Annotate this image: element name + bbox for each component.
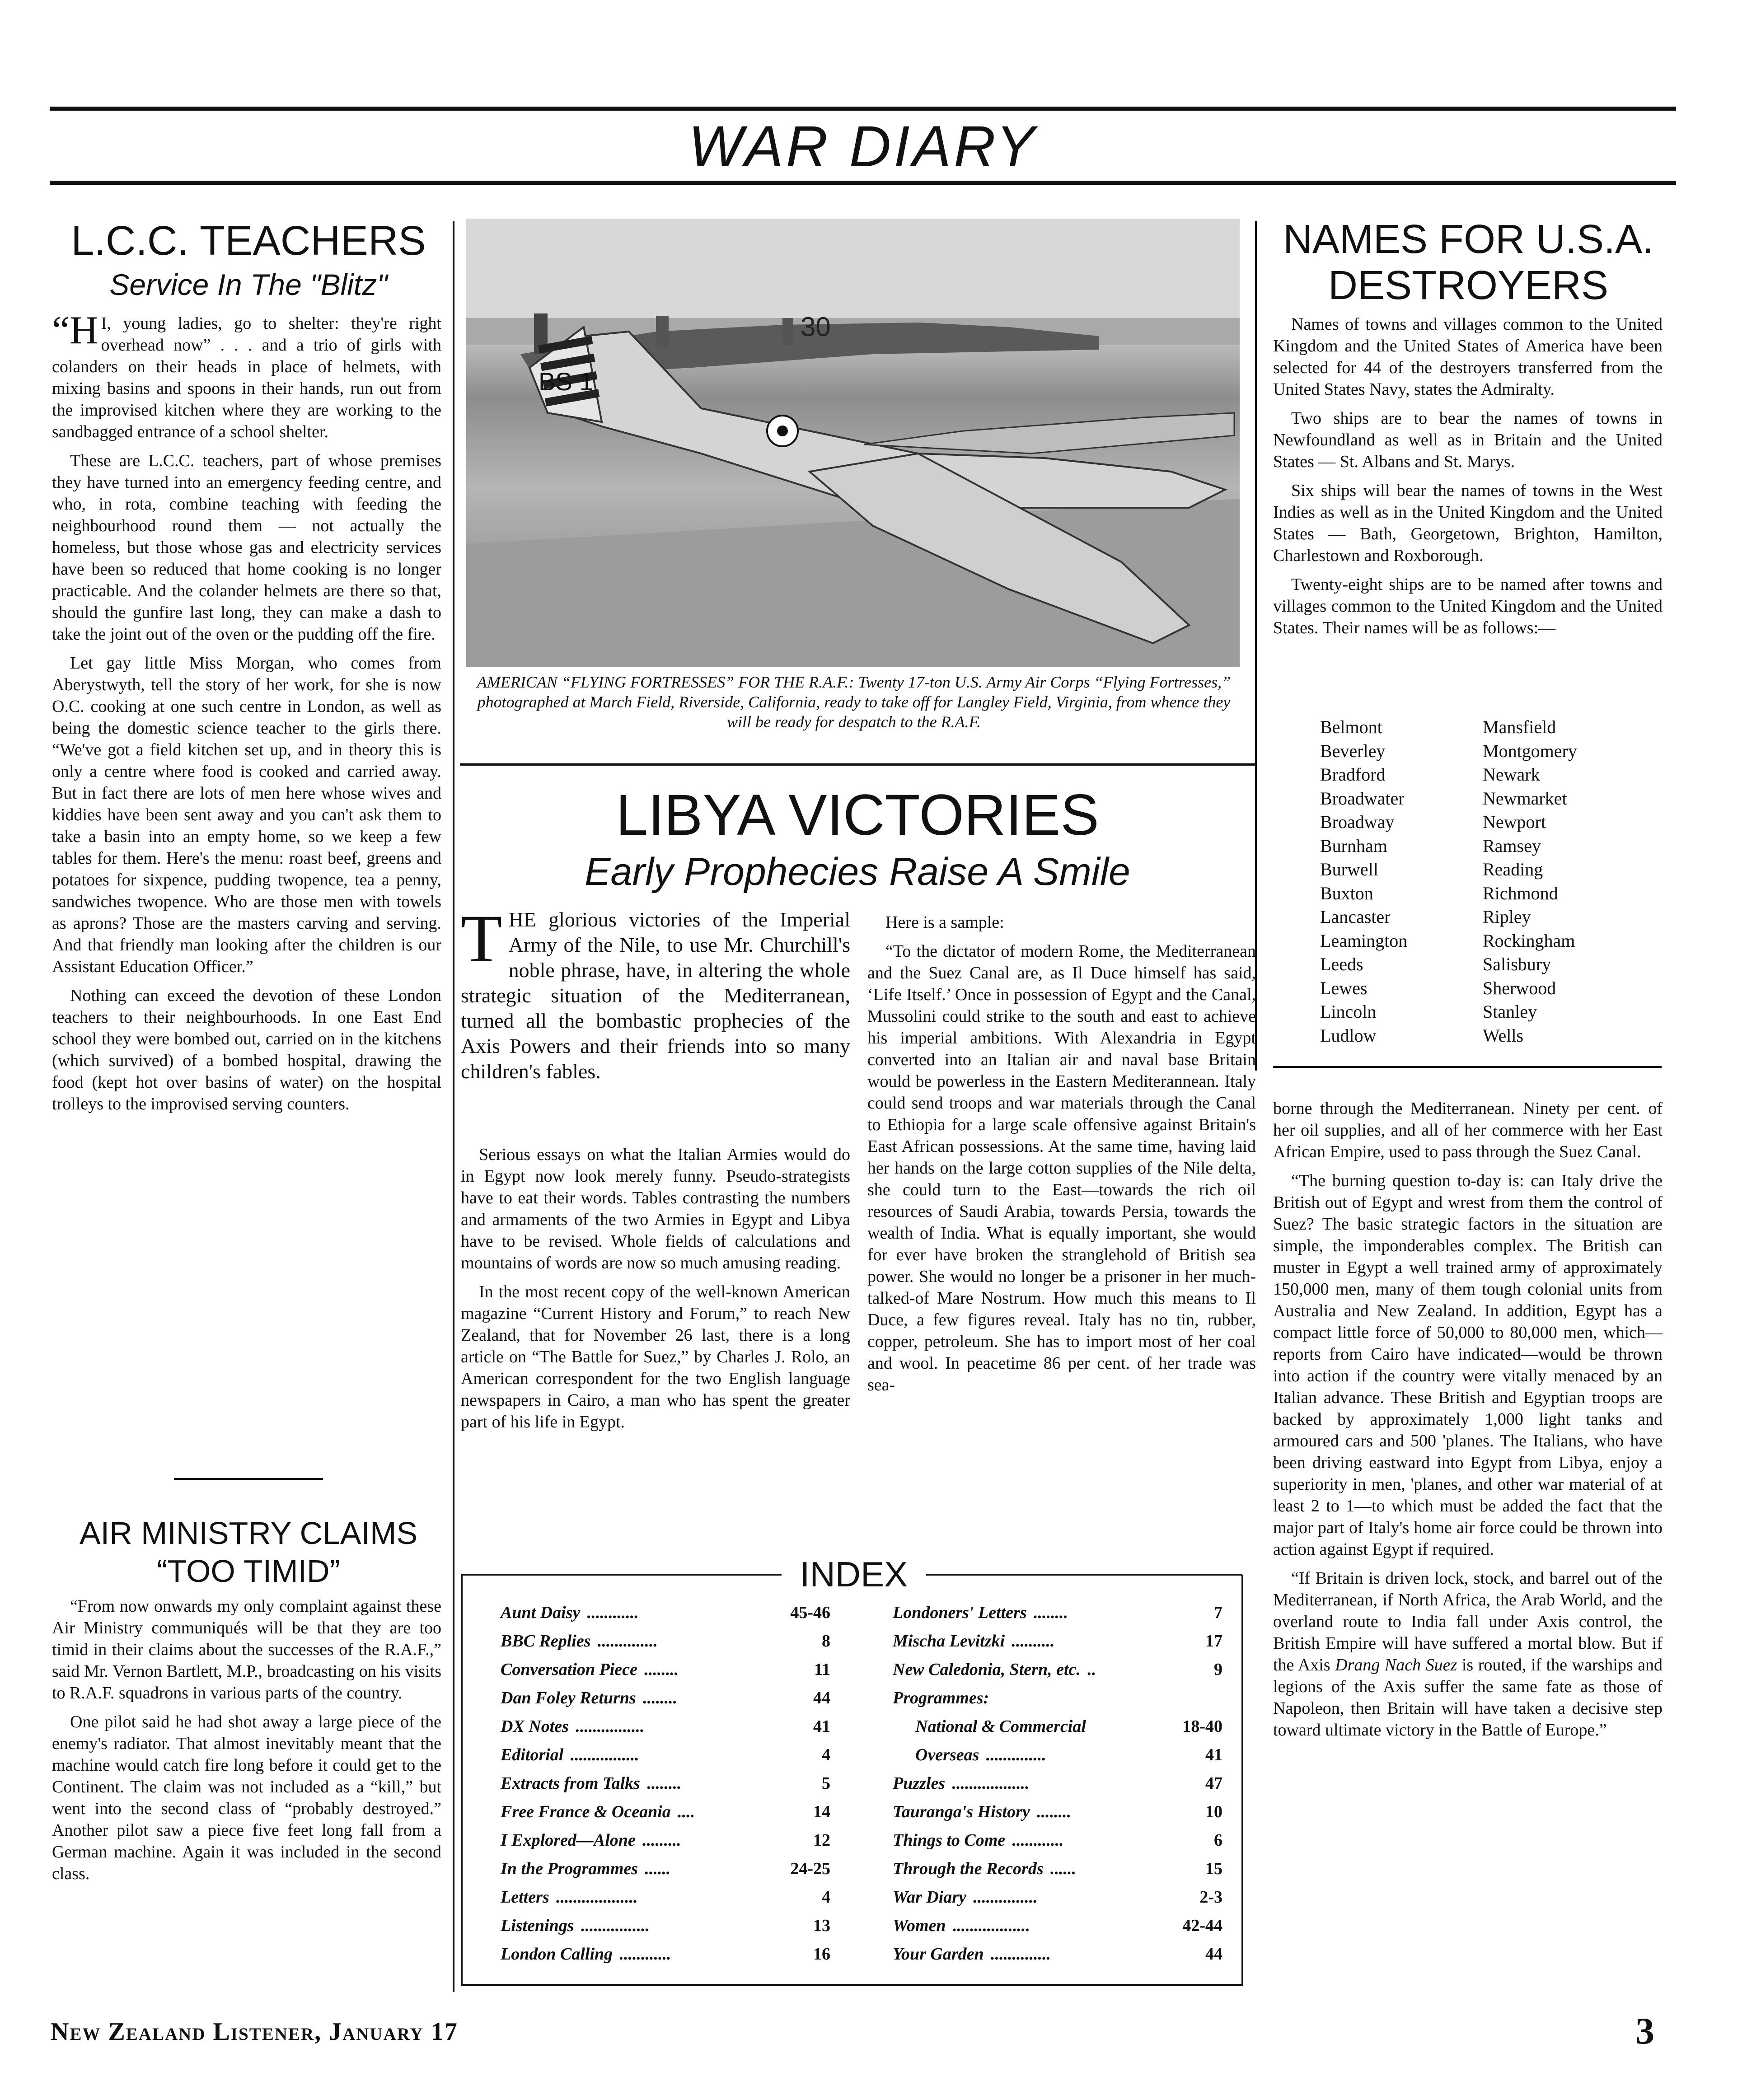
names-paragraph-3: Six ships will bear the names of towns in the West Indies as well as in the United Kingdom and the United States — Bath, Georgetown, Brighton, Hamilton, Charlestown and Roxborough. <box>1273 481 1663 565</box>
destroyer-name: Stanley <box>1483 1001 1537 1022</box>
index-entry <box>915 1713 1222 1740</box>
photo-caption: AMERICAN “FLYING FORTRESSES” FOR THE R.A.F.: Twenty 17-ton U.S. Army Air Corps “Flying Fortresses,” photographed at March Field, Riverside, California, ready to take off for Langley Field, Virginia, from whence they will be ready for despatch to the R.A.F. <box>477 673 1231 731</box>
section-separator <box>174 1478 323 1480</box>
index-entry-page: 18-40 <box>1182 1717 1222 1736</box>
index-entry-leader: ............... <box>972 1888 1037 1907</box>
index-entry-page: 12 <box>813 1831 830 1850</box>
index-entry-label: Things to Come <box>893 1831 1006 1850</box>
index-entry-label: Puzzles <box>893 1774 946 1793</box>
destroyer-name: Broadwater <box>1320 788 1405 809</box>
lcc-dropcap: “H <box>52 309 98 352</box>
index-entry <box>501 1884 830 1911</box>
masthead-bottom-rule <box>50 181 1676 185</box>
libya-paragraph-1: HE glorious victories of the Imperial Army of the Nile, to use Mr. Churchill's noble phrase, have, in altering the whole strategic situation of the Mediterranean, turned all the bombastic prophecies of the Axis Powers and their friends into so many children's fables. <box>461 908 850 1083</box>
index-entry-leader: ........ <box>646 1774 681 1793</box>
air-headline-line2: “TOO TIMID” <box>157 1553 340 1589</box>
index-entry-leader: .................. <box>952 1916 1030 1935</box>
destroyer-names-list <box>1320 716 1663 1050</box>
air-body <box>52 1595 441 1892</box>
index-entry <box>501 1628 830 1655</box>
index-entry-leader: ...... <box>644 1859 670 1878</box>
index-entry-leader: .. <box>1087 1660 1096 1679</box>
index-entry <box>501 1855 830 1882</box>
index-entry-label: In the Programmes <box>501 1859 638 1878</box>
lcc-subheadline: Service In The "Blitz" <box>109 268 388 301</box>
names-paragraph-1: Names of towns and villages common to the United Kingdom and the United States of America have been selected for 44 of the destroyers transferred from the United States Navy, states the Admiralty. <box>1273 315 1663 399</box>
destroyer-name: Burwell <box>1320 859 1378 879</box>
destroyer-name: Ripley <box>1483 907 1531 927</box>
index-entry-label: I Explored—Alone <box>501 1831 636 1850</box>
column-divider-left <box>453 221 454 1992</box>
index-entry-page: 13 <box>813 1916 830 1935</box>
libya-paragraph-6: borne through the Mediterranean. Ninety per cent. of her oil supplies, and all of her commerce with her East African Empire, used to pass through the Suez Canal. <box>1273 1099 1663 1161</box>
footer-page-number: 3 <box>1635 2010 1654 2052</box>
index-entry-page: 2-3 <box>1199 1888 1222 1907</box>
names-paragraph-4: Twenty-eight ships are to be named after towns and villages common to the United Kingdom and the United States. Their names will be as follows:— <box>1273 575 1663 637</box>
index-entry-label: Free France & Oceania <box>501 1802 671 1821</box>
destroyer-name: Sherwood <box>1483 978 1556 998</box>
index-entry-page: 41 <box>813 1717 830 1736</box>
masthead-top-rule <box>50 107 1676 111</box>
index-entry-leader: .............. <box>990 1945 1050 1964</box>
index-entry-page: 11 <box>814 1660 830 1679</box>
index-entry-label: National & Commercial <box>915 1717 1086 1736</box>
index-entry <box>893 1941 1222 1968</box>
destroyer-name: Bradford <box>1320 764 1386 785</box>
index-entry-label: Dan Foley Returns <box>501 1688 636 1707</box>
index-entry <box>501 1684 830 1712</box>
destroyer-name: Lancaster <box>1320 907 1391 927</box>
destroyer-name: Leeds <box>1320 954 1363 974</box>
libya-paragraph-8: “If Britain is driven lock, stock, and barrel out of the Mediterranean, if North Africa, the Arab World, and the overland route to India fall under Axis control, the British Empire will have suffered a mortal blow. But if the Axis Drang Nach Suez is routed, if the warships and legions of the Axis suffer the same fate as those of Napoleon, then Britain will have taken a decisive step toward ultimate victory in the Battle of Europe.” <box>1273 1569 1663 1740</box>
index-entry <box>893 1827 1222 1854</box>
index-entry-label: Londoners' Letters <box>893 1603 1027 1622</box>
index-entry-leader: ........ <box>642 1688 677 1707</box>
index-entry-label: New Caledonia, Stern, etc. <box>893 1660 1081 1679</box>
photo-separator <box>460 763 1255 766</box>
index-entry-label: BBC Replies <box>501 1632 591 1651</box>
index-entry-leader: ........ <box>1036 1802 1071 1821</box>
page-title: WAR DIARY <box>688 114 1038 179</box>
index-entry-page: 41 <box>1205 1745 1222 1764</box>
photo-tail-marking: BS 1 <box>539 367 594 396</box>
names-headline-line2: DESTROYERS <box>1328 263 1609 308</box>
index-entry-page: 44 <box>813 1688 830 1707</box>
index-entry <box>893 1656 1222 1683</box>
index-entry-label: Editorial <box>501 1745 564 1764</box>
index-entry-page: 15 <box>1205 1859 1222 1878</box>
index-entry-label: Aunt Daisy <box>501 1603 581 1622</box>
index-entry <box>501 1941 830 1968</box>
destroyer-name: Newport <box>1483 812 1546 832</box>
destroyer-name: Lincoln <box>1320 1001 1377 1022</box>
destroyer-name: Reading <box>1483 859 1543 879</box>
index-entry-leader: .............. <box>985 1745 1046 1764</box>
photo-fuselage-number: 30 <box>801 312 831 342</box>
libya-italic-phrase: Drang Nach Suez <box>1335 1656 1457 1674</box>
index-entry <box>501 1912 830 1939</box>
index-entry-page: 24-25 <box>790 1859 830 1878</box>
libya-paragraph-2: Serious essays on what the Italian Armies would do in Egypt now look merely funny. Pseudo-strategists have to eat their words. Tables contrasting the numbers and armaments of the two Armies in Egypt and Libya have to be revised. Whole fields of calculations and mountains of words are now so much amusing reading. <box>461 1145 850 1272</box>
index-entry-page: 45-46 <box>790 1603 830 1622</box>
destroyer-name: Ramsey <box>1483 835 1541 856</box>
libya-paragraph-5: “To the dictator of modern Rome, the Mediterranean and the Suez Canal are, as Il Duce himself has said, ‘Life Itself.’ Once in possession of Egypt and the Canal, Mussolini could strike to the south and east to achieve his imperial ambitions. With Alexandria in Egypt converted into an Italian air and naval base Britain would be powerless in the Eastern Mediterannean. Italy could send troops and war materials through the Canal to Ethiopia for a large scale offensive against Britain's East African possessions. At the same time, having laid her hands on the large cotton supplies of the Nile delta, she could turn to the East—towards the rich oil resources of Saudi Arabia, towards Persia, towards the wealth of India. What is equally important, she would for ever have broken the stranglehold of British sea power. She would no longer be a prisoner in her much-talked-of Mare Nostrum. How much this means to Il Duce, a few figures reveal. Italy has no tin, rubber, copper, petroleum. She has to import most of her coal and wool. In peacetime 86 per cent. of her trade was sea- <box>867 942 1256 1394</box>
index-entry-page: 4 <box>822 1888 830 1907</box>
index-entry-label: Your Garden <box>893 1945 984 1964</box>
destroyer-name: Ludlow <box>1320 1025 1377 1046</box>
index-entry-label: Programmes: <box>893 1688 989 1707</box>
index-entry-leader: ........ <box>643 1660 678 1679</box>
index-entry-label: Conversation Piece <box>501 1660 637 1679</box>
index-entry <box>915 1741 1222 1768</box>
index-entry-leader: .................. <box>951 1774 1029 1793</box>
index-entry-label: Women <box>893 1916 946 1935</box>
libya-column-1b <box>461 1144 850 1440</box>
destroyer-name: Beverley <box>1320 740 1386 761</box>
destroyer-name: Mansfield <box>1483 717 1556 737</box>
destroyer-name: Lewes <box>1320 978 1368 998</box>
index-entry-page: 14 <box>813 1802 830 1821</box>
index-entry-page: 42-44 <box>1182 1916 1222 1935</box>
destroyer-name: Belmont <box>1320 717 1382 737</box>
lcc-headline: L.C.C. TEACHERS <box>71 218 426 264</box>
libya-headline: LIBYA VICTORIES <box>616 783 1099 847</box>
destroyer-name: Buxton <box>1320 883 1373 903</box>
index-entry-leader: ................... <box>555 1888 637 1907</box>
destroyer-name: Newark <box>1483 764 1540 785</box>
index-entry <box>893 1855 1222 1882</box>
index-entry-label: Extracts from Talks <box>501 1774 640 1793</box>
index-entry-leader: .... <box>677 1802 694 1821</box>
index-entry-page: 47 <box>1205 1774 1222 1793</box>
destroyer-name: Burnham <box>1320 835 1387 856</box>
names-separator <box>1273 1066 1662 1068</box>
index-entry-page: 6 <box>1214 1831 1222 1850</box>
index-entry-label: DX Notes <box>501 1717 569 1736</box>
index-entry-leader: .......... <box>1011 1632 1054 1651</box>
names-body <box>1273 313 1663 646</box>
destroyer-name: Rockingham <box>1483 930 1575 951</box>
index-entry-leader: ............ <box>586 1603 638 1622</box>
index-entry-leader: ............ <box>1012 1831 1063 1850</box>
index-entry-label: Mischa Levitzki <box>893 1632 1005 1651</box>
libya-column-3 <box>1273 1098 1663 1748</box>
libya-dropcap: T <box>461 901 502 976</box>
index-entry-leader: ................ <box>570 1745 639 1764</box>
index-entry-page: 44 <box>1205 1945 1222 1964</box>
index-entry-leader: ............ <box>619 1945 671 1964</box>
air-paragraph-2: One pilot said he had shot away a large piece of the enemy's radiator. That almost inevitably meant that the machine would catch fire long before it could get to the Continent. The claim was not included as a “kill,” but went into the second class of “probably destroyed.” Another pilot saw a piece five feet long fall from a German machine. Again it was included in the second class. <box>52 1712 441 1883</box>
libya-paragraph-4: Here is a sample: <box>885 913 1004 932</box>
air-headline-line1: AIR MINISTRY CLAIMS <box>79 1515 418 1551</box>
index-entry-leader: ......... <box>642 1831 681 1850</box>
index-entry-page: 8 <box>822 1632 830 1651</box>
index-title: INDEX <box>800 1554 908 1594</box>
index-entry <box>893 1770 1222 1797</box>
destroyer-name: Wells <box>1483 1025 1524 1046</box>
index-entry-leader: ................ <box>575 1717 644 1736</box>
libya-column-1 <box>461 901 850 1094</box>
destroyer-name: Richmond <box>1483 883 1558 903</box>
index-entry <box>893 1599 1222 1626</box>
index-entry-page: 5 <box>822 1774 830 1793</box>
lcc-body <box>52 309 441 1122</box>
index-entry-label: Letters <box>501 1888 549 1907</box>
destroyer-name: Montgomery <box>1483 740 1577 761</box>
index-entry <box>893 1628 1222 1655</box>
destroyer-name: Salisbury <box>1483 954 1551 974</box>
index-entry <box>501 1713 830 1740</box>
lcc-paragraph-4: Nothing can exceed the devotion of these London teachers to their neighbourhoods. In one East End school they were bombed out, carried on in the kitchens (which survived) of a bombed hospital, drawing the food (kept hot over basins of water) on the hospital trolleys to the improvised serving counters. <box>52 986 441 1113</box>
index-entry <box>893 1884 1222 1911</box>
names-headline-line1: NAMES FOR U.S.A. <box>1283 217 1654 262</box>
index-entry-page: 17 <box>1205 1632 1222 1651</box>
lcc-paragraph-1: I, young ladies, go to shelter: they're right overhead now” . . . and a trio of girls with colanders on their heads in place of helmets, with mixing basins and spoons in their hands, run out from the improvised kitchen where they are working to the sandbagged entrance of a school shelter. <box>52 314 441 441</box>
lcc-paragraph-3: Let gay little Miss Morgan, who comes from Aberystwyth, tell the story of her work, for she is now O.C. cooking at one such centre in London, as well as being the domestic science teacher to the girls there. “We've got a field kitchen set up, and in theory this is only a centre where food is cooked and carried away. But in fact there are lots of men here whose wives and kiddies have been sent away and you can't ask them to take a basin into an empty home, so we keep a few tables for them. Here's the menu: roast beef, greens and potatoes for sixpence, pudding twopence, tea a penny, sandwiches twopence. Who are those men with towels as aprons? Those are the masters carving and serving. And that friendly man looking after the children is our Assistant Education Officer.” <box>52 654 441 976</box>
index-entry-leader: .............. <box>597 1632 657 1651</box>
index-entry-label: War Diary <box>893 1888 966 1907</box>
flying-fortresses-photo <box>466 219 1240 667</box>
destroyer-name: Broadway <box>1320 812 1395 832</box>
index-entry-page: 16 <box>813 1945 830 1964</box>
index-entry <box>893 1798 1222 1825</box>
index-entry <box>501 1599 830 1626</box>
index-entry-label: London Calling <box>501 1945 613 1964</box>
destroyer-name: Leamington <box>1320 930 1408 951</box>
names-paragraph-2: Two ships are to bear the names of towns in Newfoundland as well as in Britain and the United States — St. Albans and St. Marys. <box>1273 409 1663 471</box>
index-entry-leader: ................ <box>580 1916 649 1935</box>
libya-subheadline: Early Prophecies Raise A Smile <box>585 850 1130 893</box>
index-entry-page: 9 <box>1214 1660 1222 1679</box>
libya-paragraph-3: In the most recent copy of the well-known American magazine “Current History and Forum,” to reach New Zealand, that for November 26 last, there is a long article on “The Battle for Suez,” by Charles J. Rolo, an American correspondent for the two English language newspapers in Cairo, a man who has spent the greater part of his life in Egypt. <box>461 1282 850 1431</box>
air-paragraph-1: “From now onwards my only complaint against these Air Ministry communiqués will be that they are too timid in their claims about the successes of the R.A.F.,” said Mr. Vernon Bartlett, M.P., broadcasting on his visits to R.A.F. squadrons in various parts of the country. <box>52 1597 441 1702</box>
index-entry-label: Tauranga's History <box>893 1802 1030 1821</box>
destroyer-name: Newmarket <box>1483 788 1567 809</box>
index-entry <box>501 1798 830 1825</box>
index-entry-page: 4 <box>822 1745 830 1764</box>
index-entry-page: 7 <box>1214 1603 1222 1622</box>
index-entry <box>501 1827 830 1854</box>
index-entry <box>501 1656 830 1683</box>
index-entry-page: 10 <box>1205 1802 1222 1821</box>
index-entry-leader: ...... <box>1049 1859 1076 1878</box>
aircraft-illustration <box>466 219 1240 667</box>
index-entry <box>501 1741 830 1768</box>
lcc-paragraph-2: These are L.C.C. teachers, part of whose premises they have turned into an emergency feeding centre, and who, in rota, combine teaching with feeding the neighbourhood round them — not actually the homeless, but those whose gas and electricity services have been so reduced that home cooking is no longer practicable. And the colander helmets are there so that, should the gunfire last long, they can make a dash to take the joint out of the oven or the pudding off the fire. <box>52 451 441 644</box>
index-entry <box>893 1684 1222 1712</box>
libya-column-2 <box>867 912 1256 1403</box>
libya-paragraph-7: “The burning question to-day is: can Italy drive the British out of Egypt and wrest from them the control of Suez? The basic strategic factors in the situation are simple, the imponderables complex. The British can muster in Egypt a well trained army of approximately 150,000 men, many of them tough colonial units from Australia and New Zealand. In addition, Egypt has a compact little force of 50,000 to 80,000 men, which—reports from Cairo have indicated—would be thrown into action if the country were vitally menaced by an Italian advance. These British and Egyptian troops are backed by approximately 1,000 light tanks and armoured cars and 500 'planes. The Italians, who have been driving eastward into Egypt from Libya, enjoy a superiority in men, 'planes, and other war material of at least 2 to 1—to which must be added the fact that the major part of Italy's home air force could be thrown into action against Egypt if required. <box>1273 1171 1663 1559</box>
footer-publication: New Zealand Listener, January 17 <box>51 2018 458 2046</box>
index-entry-label: Overseas <box>915 1745 979 1764</box>
index-entry-leader: ........ <box>1033 1603 1068 1622</box>
index-entry-label: Listenings <box>501 1916 574 1935</box>
index-entry-label: Through the Records <box>893 1859 1044 1878</box>
index-entry <box>501 1770 830 1797</box>
index-entry <box>893 1912 1222 1939</box>
